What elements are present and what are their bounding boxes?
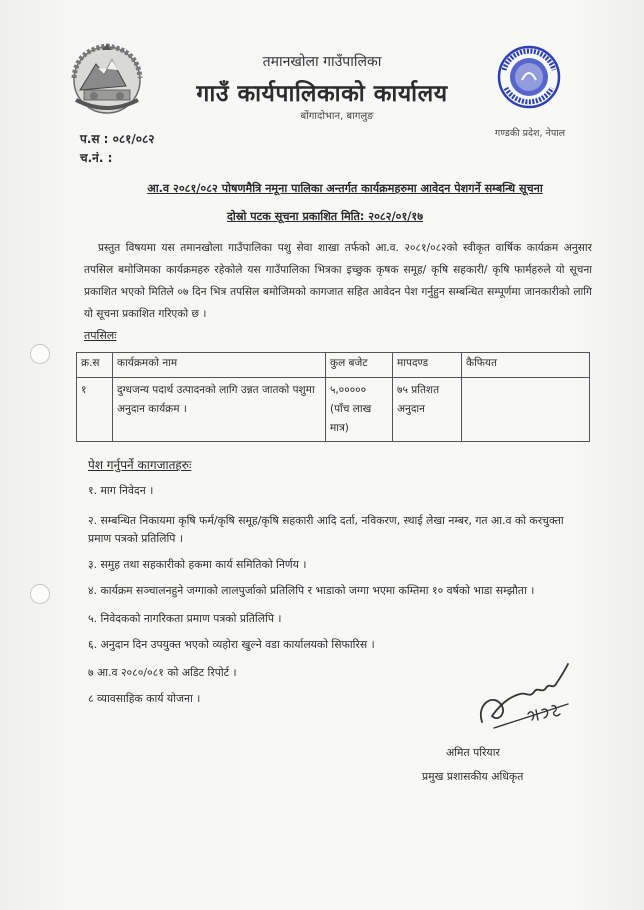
punch-hole-bottom <box>30 584 50 604</box>
column-header: मापदण्ड <box>393 353 462 378</box>
column-header: क्र.स <box>77 353 113 378</box>
programs-table <box>76 352 590 442</box>
list-item: ६. अनुदान दिन उपयुक्त भएको व्यहोरा खुल्ने वडा कार्यालयको सिफारिस । <box>88 638 375 651</box>
dispatch-number: च.नं. : <box>80 151 113 165</box>
handwritten-signature <box>472 652 582 738</box>
column-header: कैफियत <box>462 353 590 378</box>
list-item: ४. कार्यक्रम सञ्चालनहुने जग्गाको लालपुर्जाको प्रतिलिपि र भाडाको जग्गा भएमा कम्तिमा १० वर्षको भाडा सम्झौता । <box>88 584 535 597</box>
list-item: ५. निवेदकको नागरिकता प्रमाण पत्रको प्रतिलिपि । <box>88 612 282 625</box>
signatory-name: अमित परियार <box>446 746 500 759</box>
row-budget <box>326 378 393 442</box>
column-header: कार्यक्रमको नाम <box>113 353 326 378</box>
list-item: ७ आ.व २०८०/०८१ को अडिट रिपोर्ट । <box>88 666 237 679</box>
table-header-row <box>77 353 590 378</box>
municipal-round-seal-icon <box>496 44 562 110</box>
notice-body: प्रस्तुत विषयमा यस तमानखोला गाउँपालिका पशु सेवा शाखा तर्फको आ.व. २०८१/०८२को स्वीकृत वार्षिक कार्यक्रम अनुसार तपसिल बमोजिमका कार्यक्रमहरु रहेकोले यस गाउँपालिका भित्रका इच्छुक कृषक समूह/ कृषि सहकारी/ कृषि फार्महरुले यो सूचना प्रकाशित भएको मितिले ०७ दिन भित्र तपसिल बमोजिमको कागजात सहित आवेदन पेश गर्नुहुन सम्बन्धित सम्पूर्णमा जानकारीको लागि यो सूचना प्रकाशित गरिएको छ । <box>84 242 592 320</box>
table-row <box>77 378 590 442</box>
office-address: बोंगादोभान, बागलुङ <box>300 111 374 122</box>
row-program-name: दुग्धजन्य पदार्थ उत्पादनको लागि उन्नत जातको पशुमा अनुदान कार्यक्रम । <box>113 378 326 442</box>
list-item: २. सम्बन्धित निकायमा कृषि फर्म/कृषि समूह/कृषि सहकारी आदि दर्ता, नविकरण, स्थाई लेखा नम्बर, गत आ.व को करचुक्ता प्रमाण पत्रको प्रतिलिपि । <box>88 514 564 545</box>
office-name: गाउँ कार्यपालिकाको कार्यालय <box>196 81 448 107</box>
details-label: तपसिलः <box>84 329 117 342</box>
municipality-name: तमानखोला गाउँपालिका <box>262 54 382 70</box>
documents-heading: पेश गर्नुपर्ने कागजातहरुः <box>88 458 192 472</box>
punch-hole-top <box>30 344 50 364</box>
budget-in-words: (पाँच लाख मात्र) <box>330 403 372 434</box>
reference-number: प.स : ०८१/०८२ <box>80 132 155 146</box>
row-criteria: ७५ प्रतिशत अनुदान <box>393 378 462 442</box>
notice-subject: आ.व २०८१/०८२ पोषणमैत्रि नमूना पालिका अन्तर्गत कार्यक्रमहरुमा आवेदन पेशगर्ने सम्बन्धि सूचना <box>147 182 543 195</box>
list-item: ८ व्यावसाहिक कार्य योजना । <box>88 692 201 705</box>
signatory-title: प्रमुख प्रशासकीय अधिकृत <box>422 770 524 783</box>
list-item: १. माग निवेदन । <box>88 484 154 497</box>
column-header: कुल बजेट <box>326 353 393 378</box>
published-date: दोस्रो पटक सूचना प्रकाशित मिति: २०८२/०१/१७ <box>226 210 424 223</box>
row-remarks <box>462 378 590 442</box>
list-item: ३. समुह तथा सहकारीको हकमा कार्य समितिको निर्णय । <box>88 558 307 571</box>
province-label: गण्डकी प्रदेश, नेपाल <box>494 128 566 139</box>
budget-amount: ५,००००० <box>330 384 367 396</box>
row-serial: १ <box>77 378 113 442</box>
